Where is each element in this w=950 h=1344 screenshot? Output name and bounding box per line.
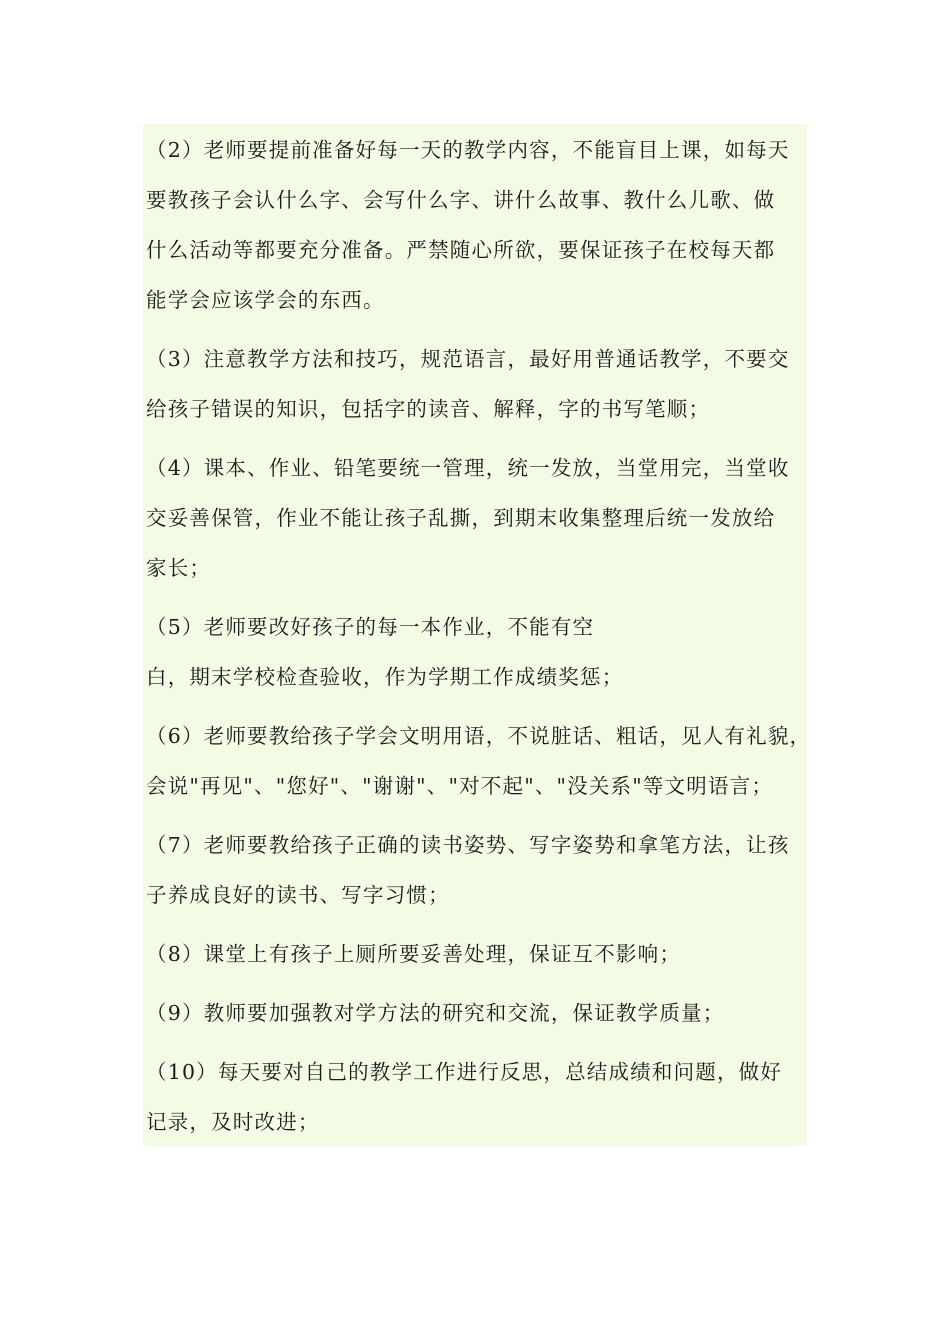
text-line: 什么活动等都要充分准备。严禁随心所欲，要保证孩子在校每天都 [146,238,776,262]
text-line: （2）老师要提前准备好每一天的教学内容，不能盲目上课，如每天 [146,138,790,162]
text-line: 白，期末学校检查验收，作为学期工作成绩奖惩； [146,665,624,689]
text-line: （3）注意教学方法和技巧，规范语言，最好用普通话教学，不要交 [146,347,790,371]
text-line: （4）课本、作业、铅笔要统一管理，统一发放，当堂用完，当堂收 [146,456,790,480]
text-line: 记录，及时改进； [146,1110,320,1134]
text-line: 家长； [146,556,212,580]
text-line: 会说"再见"、"您好"、"谢谢"、"对不起"、"没关系"等文明语言； [146,774,774,798]
text-line: （7）老师要教给孩子正确的读书姿势、写字姿势和拿笔方法，让孩 [146,833,790,857]
text-line: 交妥善保管，作业不能让孩子乱撕，到期末收集整理后统一发放给 [146,506,776,530]
text-line: 给孩子错误的知识，包括字的读音、解释，字的书写笔顺； [146,397,711,421]
text-line: 子养成良好的读书、写字习惯； [146,883,450,907]
text-line: 要教孩子会认什么字、会写什么字、讲什么故事、教什么儿歌、做 [146,188,776,212]
text-line: （9）教师要加强教对学方法的研究和交流，保证教学质量； [146,1001,725,1025]
text-line: （10）每天要对自己的教学工作进行反思，总结成绩和问题，做好 [146,1060,783,1084]
text-line: （6）老师要教给孩子学会文明用语，不说脏话、粗话，见人有礼貌， [146,724,812,748]
text-line: （5）老师要改好孩子的每一本作业，不能有空 [146,615,595,639]
text-line: （8）课堂上有孩子上厕所要妥善处理，保证互不影响； [146,942,682,966]
text-line: 能学会应该学会的东西。 [146,288,385,312]
